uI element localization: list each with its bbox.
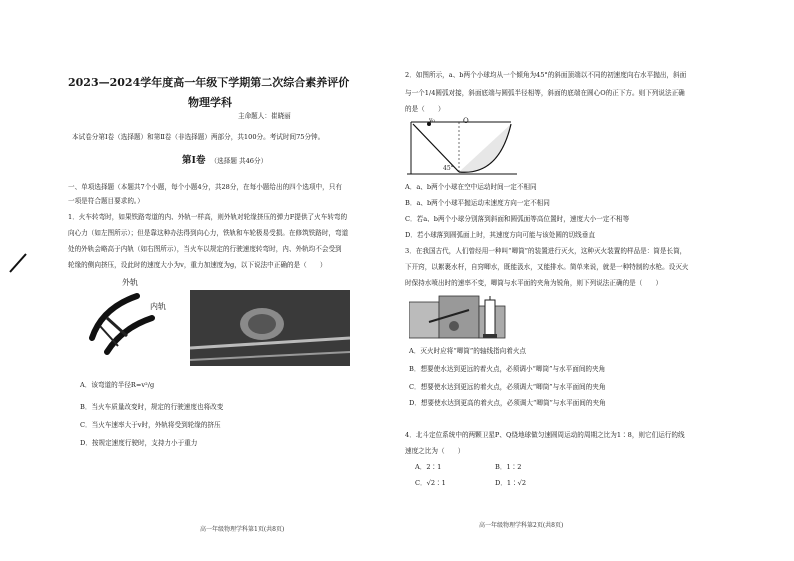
q4-option-d: D．1∶√2 xyxy=(495,479,527,487)
outer-rail-label: 外轨 xyxy=(122,278,138,287)
rail-photo-drawing xyxy=(190,290,350,366)
exam-title: 2023—2024学年度高一年级下学期第二次综合素养评价 xyxy=(68,76,350,89)
inner-rail-label: 内轨 xyxy=(150,302,166,311)
q2-line-1: 2．如图所示，a、b两个小球均从一个倾角为45°的斜面顶端以不同的初速度向右水平抛出，斜面 xyxy=(405,71,687,79)
section-header xyxy=(182,148,267,167)
fig-label-v0: v₀ xyxy=(429,117,435,124)
subject-title: 物理学科 xyxy=(188,96,232,109)
part1-line-1: 一、单项选择题（本题共7个小题，每个小题4分，共28分，在每小题给出的四个选项中，只有 xyxy=(68,183,342,191)
q3-line-1: 3．在我国古代，人们曾经用一种叫“唧筒”的装置进行灭火，这种灭火装置的样品是：筒是长筒， xyxy=(405,247,687,255)
fig-label-o: O xyxy=(463,117,469,125)
left-footer: 高一年级物理学科第1页(共8页) xyxy=(200,526,285,533)
q3-option-c: C．想要使水达到更远的着火点，必须调大“唧筒”与水平面间的夹角 xyxy=(409,383,606,391)
fig-label-angle: 45° xyxy=(443,165,454,172)
part1-line-2: 一项是符合题目要求的。） xyxy=(68,197,144,205)
q3-option-d: D．想要使水达到更高的着火点，必须调大“唧筒”与水平面间的夹角 xyxy=(409,399,606,407)
q1-line-1: 1．火车转弯时，如果铁路弯道的内、外轨一样高，则外轨对轮缘挤压的弹力F提供了火车转弯的 xyxy=(68,213,348,221)
pen-mark-icon xyxy=(8,252,30,274)
q4-option-b: B．1∶2 xyxy=(495,463,522,471)
rail-drawing xyxy=(82,288,172,358)
right-footer: 高一年级物理学科第2页(共8页) xyxy=(479,522,564,529)
q1-option-b: B．当火车质量改变时，规定的行驶速度也将改变 xyxy=(80,403,224,411)
section-title: 第Ⅰ卷 xyxy=(182,155,206,166)
q1-line-2: 向心力（如左图所示）；但是靠这种办法得到向心力，铁轨和车轮极易受损。在修筑铁路时，弯道 xyxy=(68,229,349,237)
q1-option-c: C．当火车速率大于v时，外轨将受到轮缘的挤压 xyxy=(80,421,221,429)
rail-photo xyxy=(190,290,350,366)
q4-line-1: 4．北斗定位系统中的两颗卫星P、Q绕地球做匀速圆周运动的周期之比为1∶8，则它们运行的线 xyxy=(405,431,685,439)
intro-line: 本试卷分第Ⅰ卷（选择题）和第Ⅱ卷（非选择题）两部分，共100分。考试时间75分钟。 xyxy=(72,133,325,141)
q2-line-2: 与一个1/4圆弧对接，斜面底端与圆弧半径相等，斜面的底端在圆心O的正下方。则下列说法正确 xyxy=(405,89,685,97)
q1-line-3: 处的外轨会略高于内轨（如右图所示），当火车以规定的行驶速度转弯时，内、外轨均不会受到 xyxy=(68,245,342,253)
q3-option-a: A．灭火时应将“唧筒”的轴线指向着火点 xyxy=(409,347,527,355)
q3-option-b: B．想要使水达到更远的着火点，必须调小“唧筒”与水平面间的夹角 xyxy=(409,365,606,373)
q3-line-2: 下开窍，以絮裹水杆，自窍唧水，既能汲水，又能排水。简单来说，就是一种特制的水枪。设灭火 xyxy=(405,263,689,271)
q1-option-a: A．该弯道的半径R=v²/g xyxy=(80,381,155,389)
q1-line-4: 轮缘的侧向挤压，设此时的速度大小为v，重力加速度为g，以下说法中正确的是（ ） xyxy=(68,261,327,269)
q4-option-c: C．√2∶1 xyxy=(415,479,446,487)
author-line: 主命题人：崔晓丽 xyxy=(238,112,291,120)
rail-schematic-figure xyxy=(82,278,172,358)
q1-option-d: D．按规定速度行驶时，支持力小于重力 xyxy=(80,439,198,447)
q4-line-2: 速度之比为（ ） xyxy=(405,447,465,455)
q2-option-b: B．a、b两个小球平抛运动末速度方向一定不相同 xyxy=(405,199,550,207)
q2-option-a: A．a、b两个小球在空中运动时间一定不相同 xyxy=(405,183,537,191)
fire-pump-illustration xyxy=(409,292,529,342)
pump-tube-drawing xyxy=(477,296,507,342)
right-page xyxy=(397,0,794,561)
q4-option-a: A．2∶1 xyxy=(415,463,442,471)
q3-line-3: 时保持水喷出时的速率不变，唧筒与水平面的夹角为锐角，则下列说法正确的是（ ） xyxy=(405,279,663,287)
slope-arc-figure xyxy=(407,118,527,180)
q2-option-c: C．若a、b两个小球分别落到斜面和圆弧面等高位置时，速度大小一定不相等 xyxy=(405,215,630,223)
q2-option-d: D．若小球落到圆弧面上时，其速度方向可能与该处圆的切线垂直 xyxy=(405,231,595,239)
section-subtitle: （选择题 共46分） xyxy=(210,157,268,165)
q2-line-3: 的是（ ） xyxy=(405,105,445,113)
